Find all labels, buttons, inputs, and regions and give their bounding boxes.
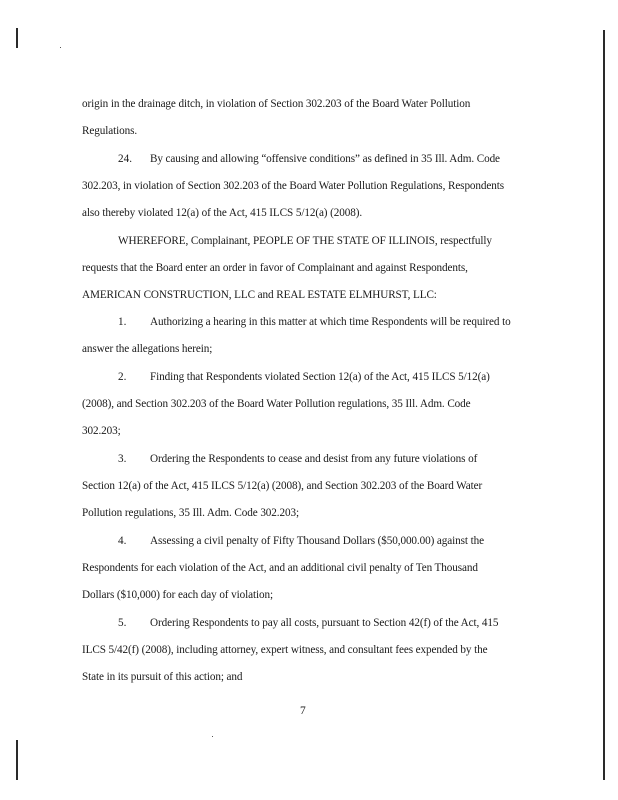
body-line: 302.203; [82, 425, 121, 437]
scan-speck [212, 736, 213, 737]
body-line: Assessing a civil penalty of Fifty Thousand Dollars ($50,000.00) against the [150, 535, 484, 547]
body-line: ILCS 5/42(f) (2008), including attorney, expert witness, and consultant fees expended by the [82, 644, 488, 656]
scan-edge-right [603, 30, 605, 780]
list-number: 5. [118, 617, 127, 629]
body-line: 302.203, in violation of Section 302.203 of the Board Water Pollution Regulations, Respondents [82, 180, 505, 192]
body-line: answer the allegations herein; [82, 343, 213, 355]
paragraph-number: 24. [118, 153, 132, 165]
body-line: By causing and allowing “offensive conditions” as defined in 35 Ill. Adm. Code [150, 153, 500, 165]
body-line: Regulations. [82, 125, 138, 137]
body-line: Ordering Respondents to pay all costs, pursuant to Section 42(f) of the Act, 415 [150, 617, 499, 629]
scan-edge-left-lower [16, 740, 18, 780]
body-line: (2008), and Section 302.203 of the Board Water Pollution regulations, 35 Ill. Adm. Code [82, 398, 471, 410]
body-line: also thereby violated 12(a) of the Act, 415 ILCS 5/12(a) (2008). [82, 207, 363, 219]
body-line: State in its pursuit of this action; and [82, 671, 243, 683]
body-line: Authorizing a hearing in this matter at which time Respondents will be required to [150, 316, 511, 328]
list-number: 2. [118, 371, 127, 383]
body-line: Pollution regulations, 35 Ill. Adm. Code 302.203; [82, 507, 299, 519]
list-number: 1. [118, 316, 127, 328]
scan-speck [60, 47, 61, 48]
body-line: Dollars ($10,000) for each day of violation; [82, 589, 274, 601]
body-line: Section 12(a) of the Act, 415 ILCS 5/12(a) (2008), and Section 302.203 of the Board Water [82, 480, 483, 492]
body-line: AMERICAN CONSTRUCTION, LLC and REAL ESTATE ELMHURST, LLC: [82, 289, 437, 301]
body-line: WHEREFORE, Complainant, PEOPLE OF THE STATE OF ILLINOIS, respectfully [118, 235, 492, 247]
list-number: 4. [118, 535, 127, 547]
body-line: requests that the Board enter an order in favor of Complainant and against Respondents, [82, 262, 468, 274]
body-line: Respondents for each violation of the Act, and an additional civil penalty of Ten Thousand [82, 562, 478, 574]
list-number: 3. [118, 453, 127, 465]
body-line: origin in the drainage ditch, in violation of Section 302.203 of the Board Water Pollution [82, 98, 471, 110]
body-line: Ordering the Respondents to cease and desist from any future violations of [150, 453, 478, 465]
page-number: 7 [300, 705, 306, 717]
scan-edge-left [16, 28, 18, 48]
body-line: Finding that Respondents violated Section 12(a) of the Act, 415 ILCS 5/12(a) [150, 371, 490, 383]
